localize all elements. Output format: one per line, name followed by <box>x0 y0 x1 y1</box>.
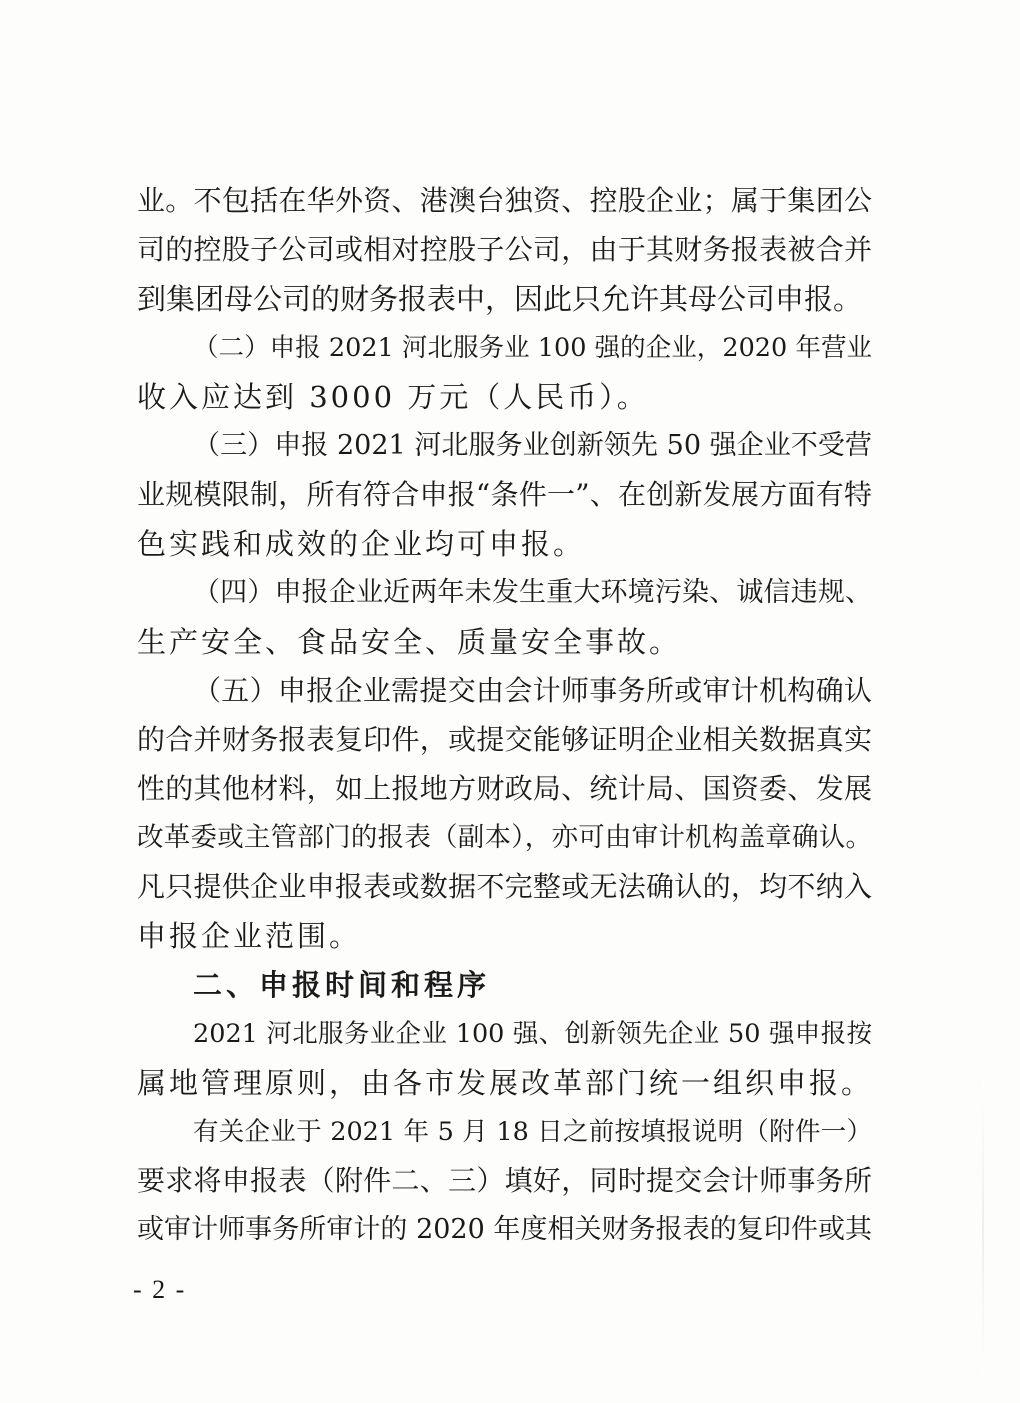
text-line: 司的控股子公司或相对控股子公司，由于其财务报表被合并 <box>137 233 872 266</box>
text-line: 有关企业于 2021 年 5 月 18 日之前按填报说明（附件一） <box>193 1117 872 1147</box>
text-line: 属地管理原则，由各市发展改革部门统一组织申报。 <box>137 1066 874 1100</box>
text-line: （三）申报 2021 河北服务业创新领先 50 强企业不受营 <box>193 430 872 461</box>
text-line: 性的其他材料，如上报地方财政局、统计局、国资委、发展 <box>137 772 872 805</box>
text-line: 的合并财务报表复印件，或提交能够证明企业相关数据真实 <box>137 723 872 756</box>
text-line: 收入应达到 3000 万元（人民币）。 <box>137 380 649 414</box>
section-heading: 二、申报时间和程序 <box>193 968 491 1002</box>
scan-edge-mark <box>982 1080 984 1380</box>
page-number: - 2 - <box>133 1275 187 1304</box>
text-line: （五）申报企业需提交由会计师事务所或审计机构确认 <box>193 674 872 707</box>
text-line: 到集团母公司的财务报表中，因此只允许其母公司申报。 <box>137 282 863 316</box>
text-line: 生产安全、食品安全、质量安全事故。 <box>137 625 682 659</box>
text-line: 2021 河北服务业企业 100 强、创新领先企业 50 强申报按 <box>193 1019 872 1049</box>
text-line: 要求将申报表（附件二、三）填好，同时提交会计师事务所 <box>137 1164 872 1197</box>
text-line: 改革委或主管部门的报表（副本），亦可由审计机构盖章确认。 <box>137 822 872 853</box>
text-line: 凡只提供企业申报表或数据不完整或无法确认的，均不纳入 <box>137 870 872 903</box>
text-line: 色实践和成效的企业均可申报。 <box>137 527 586 561</box>
text-line: 业。不包括在华外资、港澳台独资、控股企业；属于集团公 <box>137 184 872 217</box>
text-line: 或审计师事务所审计的 2020 年度相关财务报表的复印件或其 <box>137 1214 872 1245</box>
text-line: （四）申报企业近两年未发生重大环境污染、诚信违规、 <box>193 577 872 608</box>
text-line: （二）申报 2021 河北服务业 100 强的企业，2020 年营业 <box>193 333 872 363</box>
text-line: 业规模限制，所有符合申报“条件一”、在创新发展方面有特 <box>137 478 872 511</box>
text-line: 申报企业范围。 <box>137 919 362 953</box>
